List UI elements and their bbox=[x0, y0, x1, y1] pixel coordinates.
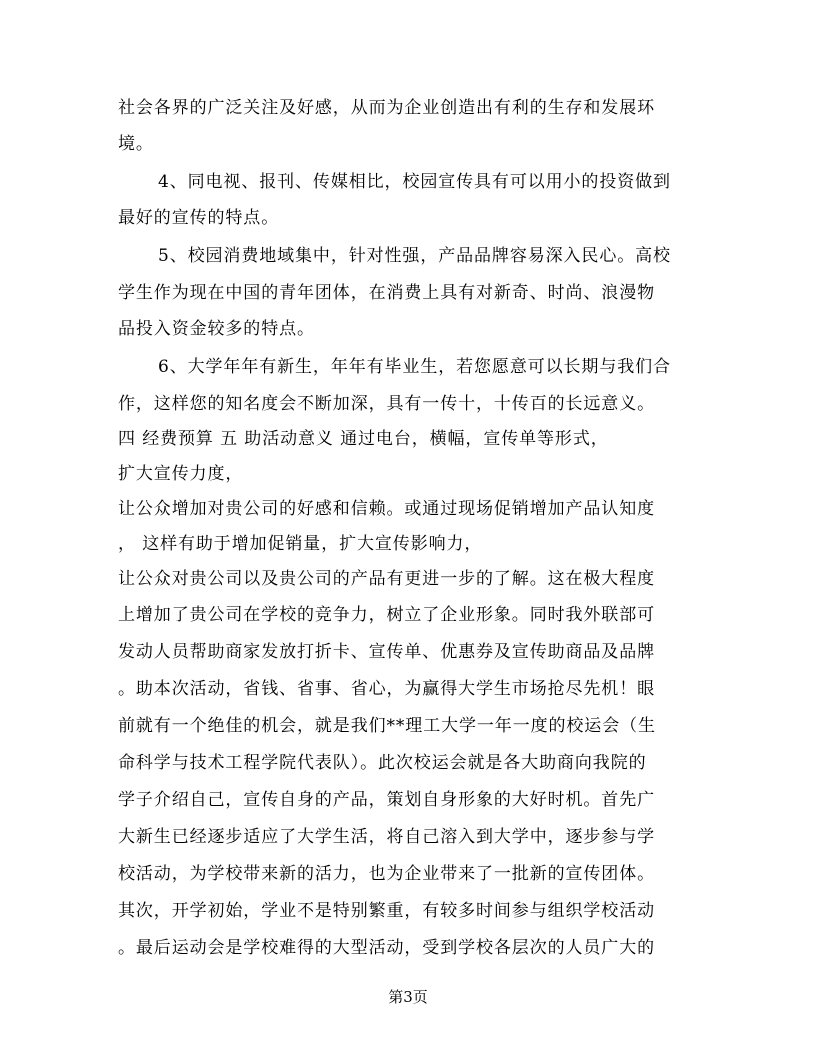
body-text-line: 前就有一个绝佳的机会，就是我们**理工大学一年一度的校运会（生 bbox=[118, 716, 656, 736]
body-text-line: 其次，开学初始，学业不是特别繁重，有较多时间参与组织学校活动 bbox=[118, 901, 655, 921]
body-text-line: 社会各界的广泛关注及好感，从而为企业创造出有利的生存和发展环 bbox=[118, 98, 655, 118]
body-text-line: 扩大宣传力度， bbox=[118, 464, 244, 484]
body-text-line: 。助本次活动，省钱、省事、省心，为赢得大学生市场抢尽先机！眼 bbox=[118, 679, 655, 699]
body-text-line: 。最后运动会是学校难得的大型活动，受到学校各层次的人员广大的 bbox=[118, 938, 655, 958]
body-text-line: 让公众增加对贵公司的好感和信赖。或通过现场促销增加产品认知度 bbox=[118, 499, 655, 519]
body-text-line: 发动人员帮助商家发放打折卡、宣传单、优惠券及宣传助商品及品牌 bbox=[118, 642, 655, 662]
body-text-line: 品投入资金较多的特点。 bbox=[118, 319, 315, 339]
body-text-line: 作，这样您的知名度会不断加深，具有一传十，十传百的长远意义。 bbox=[118, 394, 655, 414]
page-number-footer: 第3页 bbox=[388, 988, 428, 1006]
body-text-line: 校活动，为学校带来新的活力，也为企业带来了一批新的宣传团体。 bbox=[118, 864, 655, 884]
body-text-line: 5、校园消费地域集中，针对性强，产品品牌容易深入民心。高校 bbox=[158, 246, 671, 266]
body-text-line: ， 这样有助于增加促销量，扩大宣传影响力， bbox=[118, 534, 483, 554]
body-text-line: 四 经费预算 五 助活动意义 通过电台，横幅，宣传单等形式， bbox=[118, 429, 609, 449]
body-text-line: 6、大学年年有新生，年年有毕业生，若您愿意可以长期与我们合 bbox=[158, 357, 671, 377]
body-text-line: 大新生已经逐步适应了大学生活，将自己溶入到大学中，逐步参与学 bbox=[118, 827, 655, 847]
body-text-line: 境。 bbox=[118, 134, 154, 154]
body-text-line: 学生作为现在中国的青年团体，在消费上具有对新奇、时尚、浪漫物 bbox=[118, 283, 655, 303]
body-text-line: 学子介绍自己，宣传自身的产品，策划自身形象的大好时机。首先广 bbox=[118, 790, 655, 810]
body-text-line: 上增加了贵公司在学校的竞争力，树立了企业形象。同时我外联部可 bbox=[118, 605, 655, 625]
body-text-line: 最好的宣传的特点。 bbox=[118, 208, 280, 228]
body-text-line: 4、同电视、报刊、传媒相比，校园宣传具有可以用小的投资做到 bbox=[158, 172, 671, 192]
body-text-line: 让公众对贵公司以及贵公司的产品有更进一步的了解。这在极大程度 bbox=[118, 569, 655, 589]
body-text-line: 命科学与技术工程学院代表队）。此次校运会就是各大助商向我院的 bbox=[118, 753, 647, 773]
